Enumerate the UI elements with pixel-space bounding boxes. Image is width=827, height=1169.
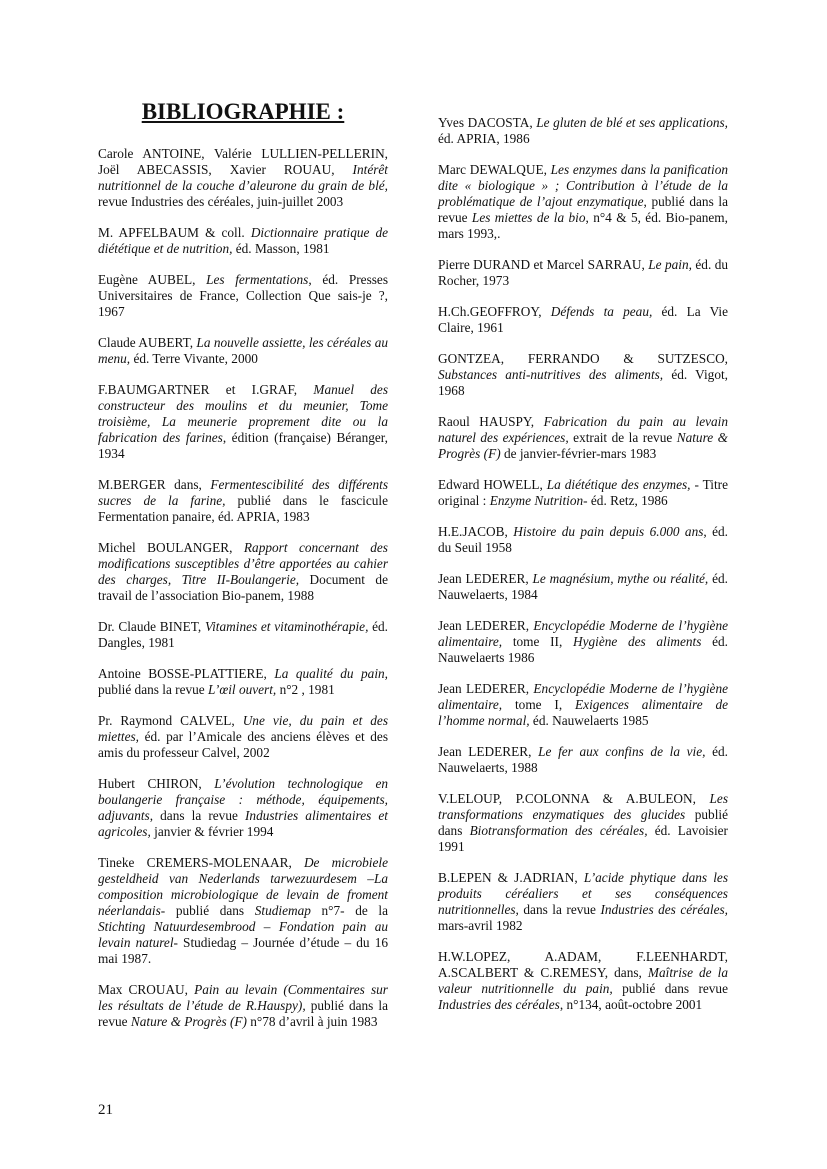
entry-text-segment: , éd. du Seuil 1958 [438, 524, 729, 555]
entry-text-segment: Max CROUAU, [98, 982, 195, 997]
entry-text-segment: éd. La Vie Claire, 1961 [438, 304, 728, 335]
entry-text-segment: Document de travail de l’association Bio-panem, 1988 [98, 572, 388, 603]
entry-title-segment: L’œil ouvert, [208, 682, 277, 697]
entry-title-segment: Substances anti-nutritives des aliments, [438, 367, 664, 382]
entry-title-segment: Fabrication du pain au levain naturel des expériences, [438, 414, 728, 445]
entry-text-segment: Jean LEDERER, [438, 571, 533, 586]
entry-title-segment: Manuel des constructeur des moulins et du meunier, Tome troisième, La meunerie proprement dite ou la fabrication des farines [98, 382, 389, 445]
bibliography-entry [98, 146, 388, 210]
bibliography-entry [98, 776, 388, 840]
entry-title-segment: Pain au levain (Commentaires sur les résultats de l’étude de R.Hauspy), [98, 982, 388, 1013]
entry-title-segment: Vitamines et vitaminothérapie, [204, 619, 369, 634]
entry-title-segment: L’acide phytique dans les produits céréaliers et ses conséquences nutritionnelles, [438, 870, 728, 917]
entry-title-segment: Studiemap [254, 903, 311, 918]
entry-text-segment: Raoul HAUSPY, [438, 414, 544, 429]
bibliography-entry [438, 618, 728, 666]
entry-text-segment: extrait de la revue [568, 430, 677, 445]
entry-title-segment: Nature & Progrès (F) [438, 430, 728, 461]
entry-text-segment: , n°4 & 5, éd. Bio-panem, mars 1993,. [438, 210, 728, 241]
entry-text-segment: janvier & février 1994 [150, 824, 274, 839]
entry-title-segment: Dictionnaire pratique de diététique et de nutrition, [98, 225, 389, 256]
entry-text-segment: M.BERGER dans, [98, 477, 211, 492]
entry-text-segment: Pr. Raymond CALVEL, [98, 713, 243, 728]
entry-text-segment: V.LELOUP, P.COLONNA & A.BULEON, [438, 791, 710, 806]
bibliography-entry [98, 335, 388, 367]
entry-text-segment: éd. Nauwelaerts, 1988 [438, 744, 729, 775]
entry-text-segment: éd. par l’Amicale des anciens élèves et des amis du professeur Calvel, 2002 [98, 729, 388, 760]
entry-title-segment: Le gluten de blé et ses applications, [536, 115, 728, 130]
entry-text-segment: , publié dans la revue [438, 194, 728, 225]
entry-title-segment: Encyclopédie Moderne de l’hygiène alimentaire, [438, 618, 728, 649]
entry-text-segment: Carole ANTOINE, Valérie LULLIEN-PELLERIN, Joël ABECASSIS, Xavier ROUAU, [98, 146, 388, 177]
entry-title-segment: Enzyme Nutrition- [489, 493, 588, 508]
entry-text-segment: publié dans [438, 807, 728, 838]
entry-text-segment: , n°134, août-octobre 2001 [559, 997, 703, 1012]
entry-text-segment: éd. Nauwelaerts, 1984 [438, 571, 728, 602]
bibliography-entry [98, 619, 388, 651]
entry-text-segment: Claude AUBERT, [98, 335, 197, 350]
entry-text-segment: Jean LEDERER, [438, 744, 539, 759]
entry-text-segment: , éd. Presses Universitaires de France, Collection Que sais-je ?, 1967 [98, 272, 388, 319]
entry-text-segment: Pierre DURAND et Marcel SARRAU, [438, 257, 649, 272]
entry-title-segment: Industries des céréales, [600, 902, 728, 917]
entry-text-segment: F.BAUMGARTNER et I.GRAF, [98, 382, 314, 397]
left-entry-list [98, 146, 388, 1030]
entry-text-segment: publié dans la revue [98, 998, 388, 1029]
right-entry-list [438, 115, 728, 1013]
entry-title-segment: Défends ta peau, [550, 304, 653, 319]
entry-text-segment: éd. Terre Vivante, 2000 [130, 351, 258, 366]
bibliography-entry [438, 414, 728, 462]
bibliography-entry [98, 382, 388, 462]
bibliography-entry [98, 540, 388, 604]
entry-text-segment: Yves DACOSTA, [438, 115, 537, 130]
entry-title-segment: La diététique des enzymes, [546, 477, 691, 492]
entry-text-segment: , édition (française) Béranger, 1934 [98, 430, 388, 461]
entry-title-segment: Une vie, du pain et des miettes, [98, 713, 388, 744]
entry-title-segment: Hygiène des aliments [572, 634, 702, 649]
bibliography-entry [438, 949, 728, 1013]
entry-text-segment: tome I, [502, 697, 576, 712]
entry-text-segment: de janvier-février-mars 1983 [500, 446, 657, 461]
entry-title-segment: Les fermentations [206, 272, 309, 287]
bibliography-entry [438, 524, 728, 556]
bibliography-entry [438, 304, 728, 336]
entry-text-segment: - publié dans [160, 903, 255, 918]
entry-text-segment: publié dans revue [612, 981, 728, 996]
bibliography-entry [98, 477, 388, 525]
entry-text-segment: Antoine BOSSE-PLATTIERE, [98, 666, 275, 681]
entry-text-segment: mars-avril 1982 [438, 918, 523, 933]
entry-text-segment: n°78 d’avril à juin 1983 [246, 1014, 378, 1029]
entry-title-segment: Nature & Progrès (F) [130, 1014, 247, 1029]
bibliography-entry [98, 855, 388, 967]
entry-text-segment: publié dans la revue [98, 682, 209, 697]
entry-title-segment: Exigences alimentaire de l’homme normal, [438, 697, 729, 728]
bibliography-entry [438, 477, 728, 509]
entry-text-segment: éd. Masson, 1981 [232, 241, 330, 256]
entry-text-segment: Jean LEDERER, [438, 618, 534, 633]
entry-title-segment: Histoire du pain depuis 6.000 ans [513, 524, 704, 539]
entry-title-segment: La nouvelle assiette, les céréales au menu, [98, 335, 388, 366]
entry-text-segment: éd. Dangles, 1981 [98, 619, 388, 650]
entry-text-segment: éd. Retz, 1986 [587, 493, 668, 508]
entry-text-segment: Edward HOWELL, [438, 477, 547, 492]
entry-text-segment: B.LEPEN & J.ADRIAN, [438, 870, 584, 885]
bibliography-entry [438, 571, 728, 603]
entry-title-segment: Rapport concernant des modifications susceptibles d’être apportées au cahier des charges, Titre II-Boulangerie, [98, 540, 388, 587]
entry-title-segment: Stichting Natuurdesembrood – Fondation pain au levain naturel [98, 919, 388, 950]
entry-title-segment: Le fer aux confins de la vie, [538, 744, 706, 759]
entry-title-segment: Industries des céréales [438, 997, 560, 1012]
entry-title-segment: Fermentescibilité des différents sucres de la farine, [98, 477, 389, 508]
bibliography-entry [98, 225, 388, 257]
entry-text-segment: éd. Lavoisier 1991 [438, 823, 728, 854]
entry-title-segment: La qualité du pain, [274, 666, 388, 681]
entry-text-segment: Michel BOULANGER, [98, 540, 244, 555]
entry-title-segment: Les transformations enzymatiques des glucides [438, 791, 728, 822]
bibliography-entry [438, 681, 728, 729]
entry-text-segment: , dans la revue [149, 808, 245, 823]
bibliography-entry [438, 257, 728, 289]
entry-title-segment: Les enzymes dans la panification dite « biologique » ; Contribution à l’étude de la problématique de l’ajout enzymatique [438, 162, 728, 209]
entry-text-segment: éd. Vigot, 1968 [438, 367, 728, 398]
bibliography-entry [438, 351, 728, 399]
entry-title-segment: Le magnésium, mythe ou réalité, [532, 571, 709, 586]
page-title: BIBLIOGRAPHIE : [141, 99, 345, 124]
bibliography-entry [98, 982, 388, 1030]
entry-text-segment: éd. APRIA, 1986 [438, 131, 530, 146]
bibliography-entry [98, 713, 388, 761]
entry-text-segment: GONTZEA, FERRANDO & SUTZESCO, [438, 351, 728, 366]
entry-text-segment: Eugène AUBEL, [98, 272, 207, 287]
bibliography-entry [438, 162, 728, 242]
entry-title-segment: Maîtrise de la valeur nutritionnelle du pain, [438, 965, 728, 996]
bibliography-entry [98, 272, 388, 320]
bibliography-entry [438, 870, 728, 934]
entry-text-segment: M. APFELBAUM & coll. [98, 225, 251, 240]
entry-title-segment: Encyclopédie Moderne de l’hygiène alimentaire, [438, 681, 728, 712]
entry-text-segment: éd. du Rocher, 1973 [438, 257, 728, 288]
entry-text-segment: revue Industries des céréales, juin-juillet 2003 [98, 194, 344, 209]
entry-text-segment: éd. Nauwelaerts 1985 [529, 713, 649, 728]
entry-title-segment: Industries alimentaires et agricoles, [98, 808, 388, 839]
bibliography-entry [438, 115, 728, 147]
entry-text-segment: Tineke CREMERS-MOLENAAR, [98, 855, 304, 870]
bibliography-entry [438, 791, 728, 855]
entry-text-segment: publié dans le fascicule Fermentation panaire, éd. APRIA, 1983 [98, 493, 388, 524]
entry-text-segment: Dr. Claude BINET, [98, 619, 205, 634]
entry-title-segment: Le pain, [648, 257, 692, 272]
entry-text-segment: - Titre original : [438, 477, 728, 508]
entry-title-segment: L’évolution technologique en boulangerie française : méthode, équipements, adjuvants [98, 776, 388, 823]
bibliography-right-column [438, 115, 728, 1028]
entry-text-segment: H.Ch.GEOFFROY, [438, 304, 551, 319]
entry-text-segment: Jean LEDERER, [438, 681, 534, 696]
entry-title-segment: Les miettes de la bio [471, 210, 586, 225]
bibliography-entry [438, 744, 728, 776]
entry-text-segment: H.E.JACOB, [438, 524, 514, 539]
entry-text-segment: tome II, [502, 634, 573, 649]
bibliography-entry [98, 666, 388, 698]
entry-text-segment: H.W.LOPEZ, A.ADAM, F.LEENHARDT, A.SCALBERT & C.REMESY, dans, [438, 949, 728, 980]
bibliography-left-column [98, 98, 388, 1045]
entry-title-segment: Intérêt nutritionnel de la couche d’aleurone du grain de blé, [98, 162, 388, 193]
entry-text-segment: Hubert CHIRON, [98, 776, 215, 791]
entry-text-segment: dans la revue [518, 902, 601, 917]
entry-text-segment: n°2 , 1981 [276, 682, 335, 697]
entry-text-segment: éd. Nauwelaerts 1986 [438, 634, 728, 665]
entry-title-segment: Biotransformation des céréales, [469, 823, 648, 838]
entry-text-segment: - Studiedag – Journée d’étude – du 16 mai 1987. [98, 935, 388, 966]
entry-text-segment: Marc DEWALQUE, [438, 162, 551, 177]
entry-title-segment: De microbiele gesteldheid van Nederlands tarwezuurdesem –La composition microbiologique de levain de froment néerlandais [98, 855, 388, 918]
entry-text-segment: n°7- de la [310, 903, 388, 918]
page-number: 21 [98, 1102, 113, 1118]
